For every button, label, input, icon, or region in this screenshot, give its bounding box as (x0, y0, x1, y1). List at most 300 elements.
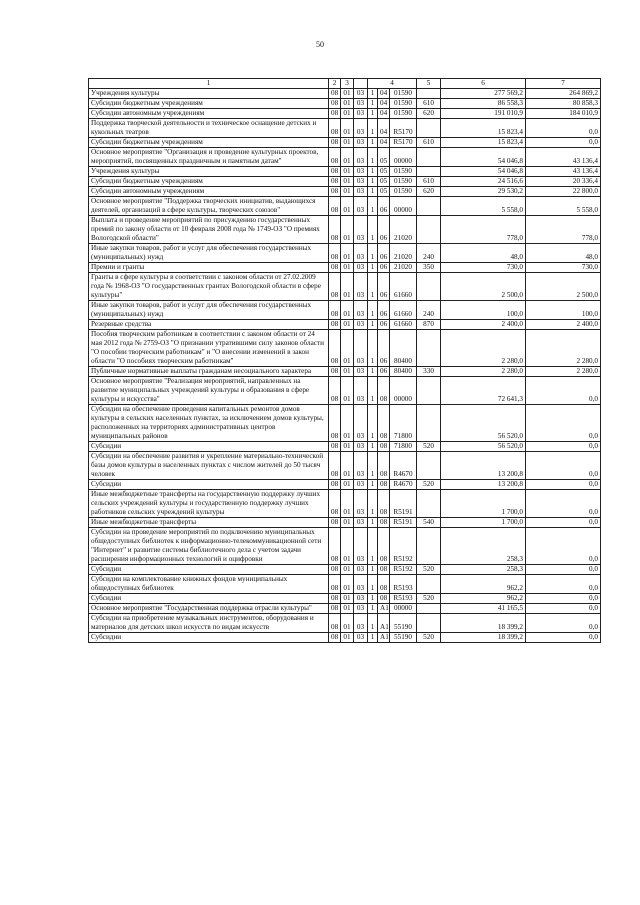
row-code-section: 01 (341, 167, 354, 177)
row-code-direction: R5193 (390, 575, 417, 594)
row-code-event: 04 (378, 109, 390, 119)
row-amount-col6: 1 700,0 (441, 490, 526, 518)
row-code-event: 08 (378, 518, 390, 528)
row-code-ministry: 08 (329, 216, 341, 244)
row-code-event: 06 (378, 263, 390, 273)
table-row (89, 452, 601, 480)
row-code-expense-type (417, 148, 441, 167)
row-code-event: 06 (378, 244, 390, 263)
row-description: Иные закупки товаров, работ и услуг для обеспечения государственных (муниципальных) нужд (89, 244, 329, 263)
row-code-event: 05 (378, 148, 390, 167)
row-code-ministry: 08 (329, 330, 341, 367)
row-code-event: 06 (378, 197, 390, 216)
table-row (89, 575, 601, 594)
row-code-ministry: 08 (329, 565, 341, 575)
row-amount-col7: 0,0 (526, 452, 601, 480)
row-code-direction: R5193 (390, 594, 417, 604)
row-code-expense-type (417, 452, 441, 480)
row-code-event: 04 (378, 89, 390, 99)
row-code-expense-type (417, 528, 441, 565)
row-code-expense-type (417, 490, 441, 518)
row-amount-col6: 13 200,8 (441, 452, 526, 480)
row-amount-col7: 2 500,0 (526, 273, 601, 301)
row-code-subsection: 03 (354, 89, 368, 99)
page-number: 50 (316, 40, 324, 49)
row-code-program: 1 (368, 330, 378, 367)
row-code-subsection: 03 (354, 167, 368, 177)
row-code-section: 01 (341, 614, 354, 633)
row-code-program: 1 (368, 452, 378, 480)
row-code-program: 1 (368, 273, 378, 301)
table-row (89, 528, 601, 565)
row-code-direction: R5170 (390, 119, 417, 138)
row-code-direction: 00000 (390, 377, 417, 405)
row-code-subsection: 03 (354, 594, 368, 604)
row-amount-col7: 0,0 (526, 594, 601, 604)
row-code-section: 01 (341, 518, 354, 528)
row-code-ministry: 08 (329, 197, 341, 216)
row-description: Субсидии на обеспечение развития и укрепление материально-технической базы домов культуры в населенных пунктах с числом жителей до 50 тысяч человек (89, 452, 329, 480)
row-code-expense-type (417, 575, 441, 594)
row-code-section: 01 (341, 99, 354, 109)
row-code-program: 1 (368, 367, 378, 377)
table-body (89, 79, 601, 643)
row-code-expense-type: 350 (417, 263, 441, 273)
row-code-program: 1 (368, 320, 378, 330)
row-code-expense-type (417, 89, 441, 99)
row-code-event: 08 (378, 452, 390, 480)
row-code-event: 08 (378, 490, 390, 518)
row-code-event: 04 (378, 119, 390, 138)
row-code-section: 01 (341, 216, 354, 244)
row-code-subsection: 03 (354, 367, 368, 377)
table-row (89, 273, 601, 301)
row-code-expense-type (417, 604, 441, 614)
row-amount-col6: 778,0 (441, 216, 526, 244)
row-description: Субсидии на комплектование книжных фондов муниципальных общедоступных библиотек (89, 575, 329, 594)
header-cell-2: 2 (329, 79, 341, 89)
row-code-program: 1 (368, 377, 378, 405)
row-amount-col7: 0,0 (526, 138, 601, 148)
row-amount-col7: 0,0 (526, 604, 601, 614)
row-amount-col7: 0,0 (526, 119, 601, 138)
row-code-subsection: 03 (354, 263, 368, 273)
row-amount-col6: 730,0 (441, 263, 526, 273)
row-code-section: 01 (341, 119, 354, 138)
row-code-event: A1 (378, 633, 390, 643)
row-code-ministry: 08 (329, 528, 341, 565)
row-code-program: 1 (368, 480, 378, 490)
row-amount-col7: 0,0 (526, 614, 601, 633)
row-code-event: 08 (378, 565, 390, 575)
row-description: Основное мероприятие "Государственная поддержка отрасли культуры" (89, 604, 329, 614)
row-code-program: 1 (368, 490, 378, 518)
row-code-program: 1 (368, 148, 378, 167)
row-amount-col6: 54 046,8 (441, 148, 526, 167)
row-description: Субсидии бюджетным учреждениям (89, 177, 329, 187)
row-amount-col6: 962,2 (441, 575, 526, 594)
row-description: Поддержка творческой деятельности и техническое оснащение детских и кукольных театров (89, 119, 329, 138)
row-description: Иные закупки товаров, работ и услуг для обеспечения государственных (муниципальных) нужд (89, 301, 329, 320)
row-code-section: 01 (341, 377, 354, 405)
row-code-ministry: 08 (329, 320, 341, 330)
header-cell-5: 5 (417, 79, 441, 89)
row-code-ministry: 08 (329, 263, 341, 273)
table-row (89, 367, 601, 377)
row-code-subsection: 03 (354, 330, 368, 367)
row-code-section: 01 (341, 177, 354, 187)
table-row (89, 320, 601, 330)
row-code-subsection: 03 (354, 99, 368, 109)
row-code-event: 08 (378, 377, 390, 405)
table-row (89, 138, 601, 148)
row-amount-col6: 15 823,4 (441, 138, 526, 148)
row-code-ministry: 08 (329, 167, 341, 177)
row-amount-col6: 2 400,0 (441, 320, 526, 330)
row-amount-col7: 778,0 (526, 216, 601, 244)
row-code-event: A1 (378, 604, 390, 614)
row-amount-col6: 15 823,4 (441, 119, 526, 138)
row-code-section: 01 (341, 490, 354, 518)
row-code-direction: 71800 (390, 442, 417, 452)
row-code-subsection: 03 (354, 244, 368, 263)
row-description: Основное мероприятие "Поддержка творческих инициатив, выдающихся деятелей, организаций в сфере культуры, творческих союзов" (89, 197, 329, 216)
table-row (89, 99, 601, 109)
row-amount-col7: 0,0 (526, 633, 601, 643)
row-description: Учреждения культуры (89, 167, 329, 177)
row-code-event: 08 (378, 405, 390, 442)
row-code-ministry: 08 (329, 575, 341, 594)
row-description: Субсидии (89, 442, 329, 452)
table-row (89, 614, 601, 633)
row-amount-col6: 29 530,2 (441, 187, 526, 197)
row-code-direction: 00000 (390, 604, 417, 614)
row-amount-col7: 0,0 (526, 442, 601, 452)
row-amount-col6: 18 399,2 (441, 614, 526, 633)
row-code-direction: 61660 (390, 320, 417, 330)
row-description: Учреждения культуры (89, 89, 329, 99)
row-code-event: 08 (378, 575, 390, 594)
row-code-expense-type: 620 (417, 187, 441, 197)
row-code-expense-type: 520 (417, 565, 441, 575)
row-code-event: 04 (378, 99, 390, 109)
row-amount-col7: 43 136,4 (526, 148, 601, 167)
row-code-ministry: 08 (329, 119, 341, 138)
header-cell-1: 1 (89, 79, 329, 89)
row-code-subsection: 03 (354, 452, 368, 480)
row-code-ministry: 08 (329, 138, 341, 148)
row-description: Основное мероприятие "Реализация мероприятий, направленных на развитие муниципальных учреждений культуры и образования в сфере культуры и искусства" (89, 377, 329, 405)
row-code-expense-type: 620 (417, 109, 441, 119)
row-code-subsection: 03 (354, 320, 368, 330)
row-code-ministry: 08 (329, 594, 341, 604)
row-description: Субсидии (89, 633, 329, 643)
row-code-subsection: 03 (354, 177, 368, 187)
row-code-section: 01 (341, 330, 354, 367)
row-description: Субсидии (89, 480, 329, 490)
row-code-subsection: 03 (354, 138, 368, 148)
row-code-section: 01 (341, 405, 354, 442)
row-code-direction: 01590 (390, 89, 417, 99)
table-row (89, 330, 601, 367)
row-amount-col6: 18 399,2 (441, 633, 526, 643)
row-amount-col6: 258,3 (441, 565, 526, 575)
row-code-expense-type: 240 (417, 301, 441, 320)
row-code-expense-type: 520 (417, 594, 441, 604)
row-amount-col6: 56 520,0 (441, 442, 526, 452)
row-code-subsection: 03 (354, 301, 368, 320)
table-row (89, 187, 601, 197)
row-code-ministry: 08 (329, 367, 341, 377)
row-amount-col7: 2 280,0 (526, 330, 601, 367)
table-row (89, 263, 601, 273)
row-amount-col6: 24 516,6 (441, 177, 526, 187)
row-description: Гранты в сфере культуры в соответствии с законом области от 27.02.2009 года № 1968-ОЗ "О государственных грантах Вологодской области в сфере культуры" (89, 273, 329, 301)
row-code-subsection: 03 (354, 633, 368, 643)
row-code-direction: R5192 (390, 565, 417, 575)
row-code-expense-type: 520 (417, 633, 441, 643)
row-amount-col7: 100,0 (526, 301, 601, 320)
row-amount-col6: 2 280,0 (441, 367, 526, 377)
table-row (89, 518, 601, 528)
row-code-ministry: 08 (329, 273, 341, 301)
row-code-subsection: 03 (354, 197, 368, 216)
row-code-event: 08 (378, 528, 390, 565)
row-code-section: 01 (341, 301, 354, 320)
row-code-ministry: 08 (329, 480, 341, 490)
row-amount-col7: 0,0 (526, 377, 601, 405)
row-description: Иные межбюджетные трансферты (89, 518, 329, 528)
row-amount-col7: 0,0 (526, 575, 601, 594)
row-code-ministry: 08 (329, 99, 341, 109)
table-row (89, 633, 601, 643)
row-code-expense-type: 520 (417, 442, 441, 452)
row-code-program: 1 (368, 405, 378, 442)
row-code-section: 01 (341, 138, 354, 148)
row-code-direction: 01590 (390, 177, 417, 187)
table-row (89, 177, 601, 187)
row-code-program: 1 (368, 604, 378, 614)
row-code-program: 1 (368, 99, 378, 109)
row-amount-col6: 41 165,5 (441, 604, 526, 614)
row-code-subsection: 03 (354, 490, 368, 518)
row-description: Субсидии (89, 594, 329, 604)
row-code-section: 01 (341, 442, 354, 452)
row-code-section: 01 (341, 565, 354, 575)
row-amount-col7: 48,0 (526, 244, 601, 263)
row-code-expense-type: 520 (417, 480, 441, 490)
row-code-subsection: 03 (354, 148, 368, 167)
row-code-program: 1 (368, 528, 378, 565)
row-code-expense-type (417, 330, 441, 367)
row-code-program: 1 (368, 633, 378, 643)
row-code-program: 1 (368, 89, 378, 99)
row-code-program: 1 (368, 177, 378, 187)
row-amount-col6: 191 010,9 (441, 109, 526, 119)
table-row (89, 197, 601, 216)
row-code-ministry: 08 (329, 377, 341, 405)
table-row (89, 148, 601, 167)
row-amount-col6: 277 569,2 (441, 89, 526, 99)
row-amount-col6: 13 200,8 (441, 480, 526, 490)
row-amount-col7: 0,0 (526, 405, 601, 442)
row-code-program: 1 (368, 216, 378, 244)
row-code-event: 06 (378, 216, 390, 244)
table-row (89, 490, 601, 518)
row-code-direction: 01590 (390, 109, 417, 119)
row-code-ministry: 08 (329, 614, 341, 633)
row-code-section: 01 (341, 575, 354, 594)
row-code-subsection: 03 (354, 405, 368, 442)
row-code-subsection: 03 (354, 565, 368, 575)
row-code-section: 01 (341, 594, 354, 604)
row-code-event: 05 (378, 167, 390, 177)
row-code-direction: 01590 (390, 167, 417, 177)
row-code-direction: 71800 (390, 405, 417, 442)
row-amount-col6: 258,3 (441, 528, 526, 565)
row-code-ministry: 08 (329, 244, 341, 263)
row-code-program: 1 (368, 109, 378, 119)
row-code-program: 1 (368, 119, 378, 138)
header-row (89, 79, 601, 89)
row-code-direction: R4670 (390, 480, 417, 490)
row-code-program: 1 (368, 575, 378, 594)
table-row (89, 301, 601, 320)
row-code-expense-type (417, 167, 441, 177)
row-code-subsection: 03 (354, 604, 368, 614)
row-code-section: 01 (341, 528, 354, 565)
row-code-direction: 00000 (390, 148, 417, 167)
row-amount-col6: 5 558,0 (441, 197, 526, 216)
row-code-expense-type: 240 (417, 244, 441, 263)
row-code-ministry: 08 (329, 148, 341, 167)
row-amount-col7: 0,0 (526, 528, 601, 565)
row-code-subsection: 03 (354, 614, 368, 633)
row-code-expense-type: 870 (417, 320, 441, 330)
row-code-program: 1 (368, 614, 378, 633)
header-cell-3: 3 (341, 79, 354, 89)
row-code-ministry: 08 (329, 452, 341, 480)
row-code-subsection: 03 (354, 528, 368, 565)
row-code-ministry: 08 (329, 177, 341, 187)
row-amount-col7: 80 858,3 (526, 99, 601, 109)
row-amount-col6: 48,0 (441, 244, 526, 263)
row-amount-col7: 0,0 (526, 518, 601, 528)
row-code-section: 01 (341, 263, 354, 273)
row-code-section: 01 (341, 273, 354, 301)
row-code-program: 1 (368, 594, 378, 604)
table-row (89, 119, 601, 138)
row-code-subsection: 03 (354, 575, 368, 594)
row-description: Субсидии (89, 565, 329, 575)
row-description: Субсидии на проведение мероприятий по подключению муниципальных общедоступных библиотек к информационно-телекоммуникационной сети "Интернет" и развитие системы библиотечного дела с учетом задачи расширения информационных технологий и оцифровки (89, 528, 329, 565)
row-code-section: 01 (341, 109, 354, 119)
row-code-program: 1 (368, 244, 378, 263)
row-code-direction: 80400 (390, 367, 417, 377)
row-amount-col7: 264 869,2 (526, 89, 601, 99)
row-code-ministry: 08 (329, 604, 341, 614)
row-description: Субсидии бюджетным учреждениям (89, 99, 329, 109)
row-amount-col6: 1 700,0 (441, 518, 526, 528)
row-code-direction: R5192 (390, 528, 417, 565)
row-code-program: 1 (368, 167, 378, 177)
row-code-direction: 21020 (390, 244, 417, 263)
row-code-section: 01 (341, 197, 354, 216)
row-code-ministry: 08 (329, 109, 341, 119)
row-code-event: 05 (378, 177, 390, 187)
row-code-program: 1 (368, 301, 378, 320)
row-code-expense-type (417, 216, 441, 244)
row-amount-col6: 72 641,3 (441, 377, 526, 405)
row-code-subsection: 03 (354, 216, 368, 244)
row-amount-col7: 2 280,0 (526, 367, 601, 377)
row-code-subsection: 03 (354, 518, 368, 528)
table-row (89, 167, 601, 177)
header-cell-4: 4 (368, 79, 417, 89)
row-description: Выплата и проведение мероприятий по присуждению государственных премий по закону области от 10 февраля 2008 года № 1749-ОЗ "О премиях Вологодской области" (89, 216, 329, 244)
row-code-event: 06 (378, 273, 390, 301)
table-row (89, 405, 601, 442)
table-row (89, 244, 601, 263)
row-code-direction: R5170 (390, 138, 417, 148)
row-amount-col7: 22 800,0 (526, 187, 601, 197)
row-code-section: 01 (341, 633, 354, 643)
row-code-program: 1 (368, 565, 378, 575)
row-code-subsection: 03 (354, 480, 368, 490)
row-amount-col7: 0,0 (526, 480, 601, 490)
row-code-event: 06 (378, 320, 390, 330)
row-code-subsection: 03 (354, 187, 368, 197)
row-code-subsection: 03 (354, 109, 368, 119)
row-code-event: 08 (378, 442, 390, 452)
row-code-event: 08 (378, 480, 390, 490)
row-code-program: 1 (368, 197, 378, 216)
table-row (89, 594, 601, 604)
row-code-event: A1 (378, 614, 390, 633)
table-row (89, 565, 601, 575)
row-code-section: 01 (341, 320, 354, 330)
row-amount-col7: 0,0 (526, 490, 601, 518)
row-code-ministry: 08 (329, 490, 341, 518)
row-code-subsection: 03 (354, 377, 368, 405)
row-code-event: 08 (378, 594, 390, 604)
table-row (89, 442, 601, 452)
row-code-subsection: 03 (354, 119, 368, 138)
row-amount-col6: 54 046,8 (441, 167, 526, 177)
row-amount-col7: 20 336,4 (526, 177, 601, 187)
row-code-section: 01 (341, 187, 354, 197)
row-code-event: 06 (378, 330, 390, 367)
row-amount-col7: 5 558,0 (526, 197, 601, 216)
row-amount-col6: 86 558,3 (441, 99, 526, 109)
row-amount-col7: 2 400,0 (526, 320, 601, 330)
row-description: Пособия творческим работникам в соответствии с законом области от 24 мая 2012 года № 2759-ОЗ "О признании утратившими силу законов области "О пособии творческим работникам" и "О внесении изменений в закон области "О пособиях творческим работникам" (89, 330, 329, 367)
table-row (89, 480, 601, 490)
row-code-expense-type (417, 197, 441, 216)
row-code-section: 01 (341, 604, 354, 614)
table-row (89, 604, 601, 614)
row-code-expense-type: 610 (417, 138, 441, 148)
row-code-ministry: 08 (329, 301, 341, 320)
row-code-ministry: 08 (329, 442, 341, 452)
row-amount-col6: 2 280,0 (441, 330, 526, 367)
row-description: Субсидии автономным учреждениям (89, 109, 329, 119)
row-code-direction: 21020 (390, 216, 417, 244)
table-row (89, 377, 601, 405)
row-code-program: 1 (368, 518, 378, 528)
row-amount-col7: 184 010,9 (526, 109, 601, 119)
row-amount-col6: 962,2 (441, 594, 526, 604)
